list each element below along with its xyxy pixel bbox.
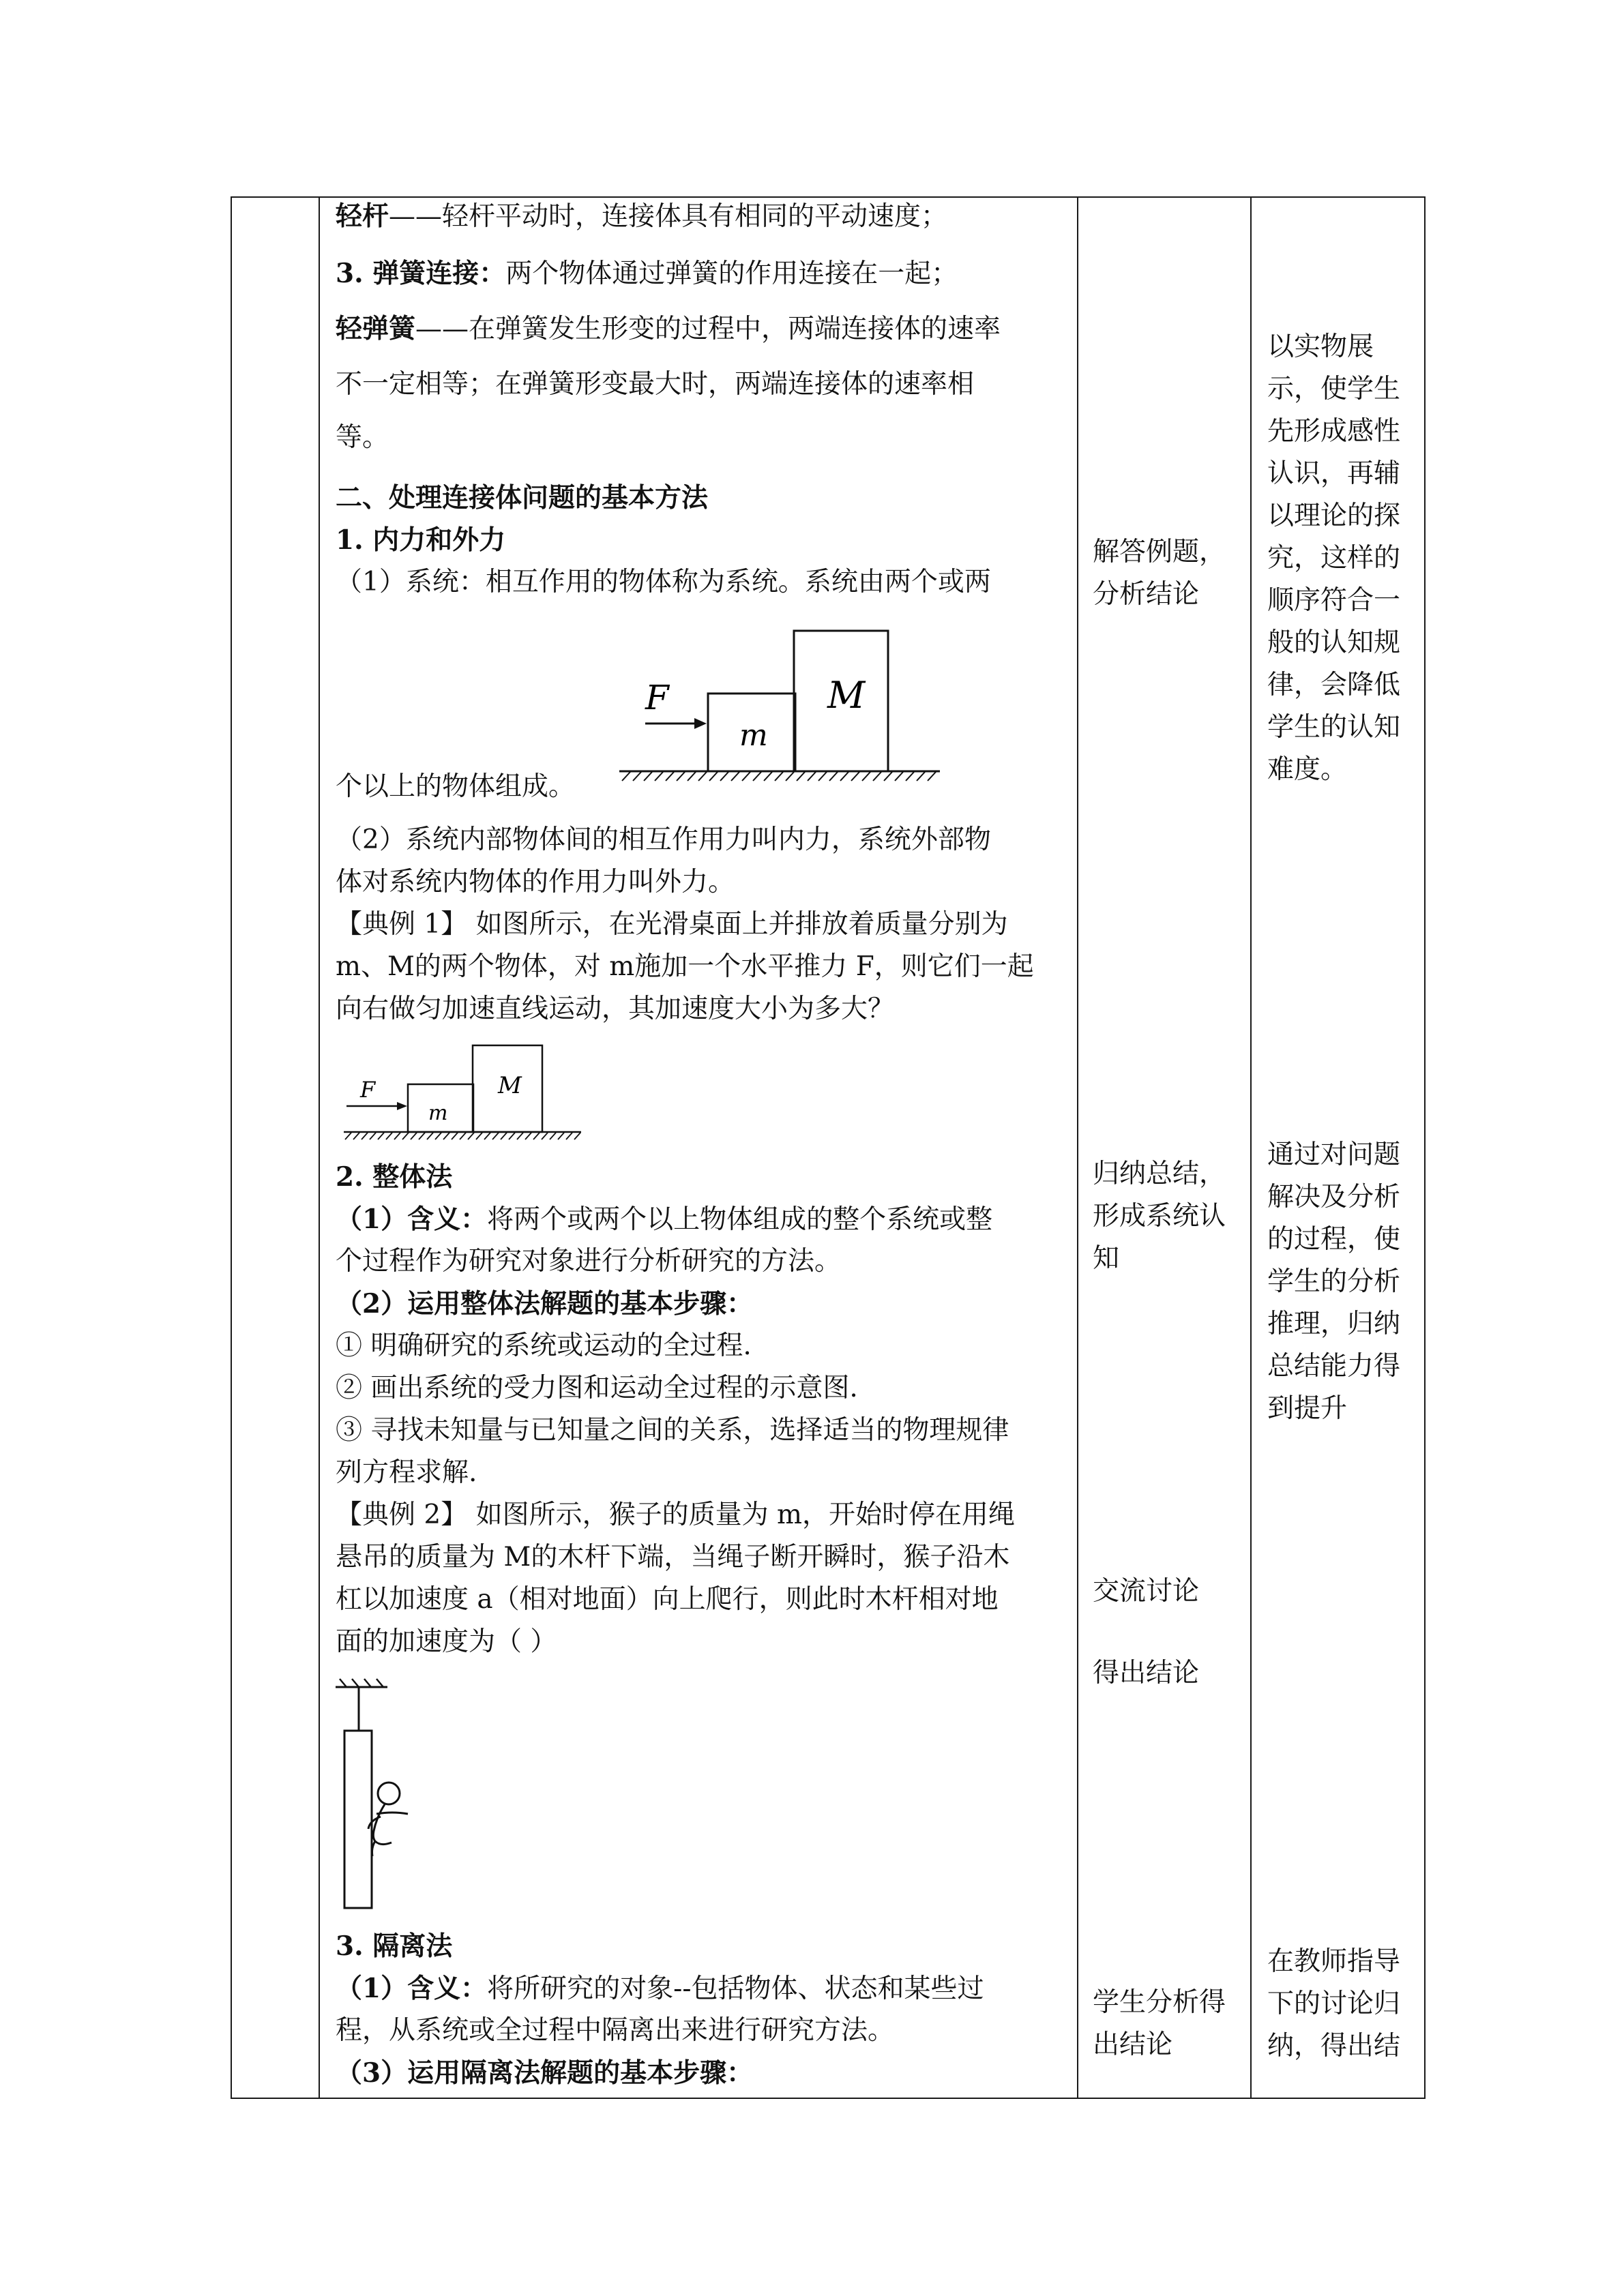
text-line: 等。	[336, 422, 389, 453]
monkey-figure	[368, 1783, 408, 1856]
step-item: ③ 寻找未知量与已知量之间的关系，选择适当的物理规律	[336, 1415, 1009, 1446]
label-m-small: m	[428, 1101, 448, 1125]
intent-note: 在教师指导 下的讨论归 纳，得出结	[1267, 1946, 1401, 2061]
term-light-spring: 轻弹簧	[336, 313, 416, 344]
activity-note: 得出结论	[1093, 1658, 1200, 1688]
activity-note: 归纳总结， 形成系统认 知	[1093, 1159, 1226, 1274]
table-bottom-border	[231, 2098, 1426, 2099]
table-top-border	[231, 196, 1426, 198]
term-light-rod: 轻杆	[336, 200, 389, 232]
table-col-border-1	[231, 196, 232, 2099]
text-line: 3. 弹簧连接：两个物体通过弹簧的作用连接在一起；	[336, 258, 958, 289]
step-item: ② 画出系统的受力图和运动全过程的示意图.	[336, 1373, 858, 1403]
example-1-text: 【典例 1】 如图所示，在光滑桌面上并排放着质量分别为	[336, 909, 1008, 940]
text-line: （1）含义：将所研究的对象--包括物体、状态和某些过	[336, 1973, 984, 2004]
intent-note: 以实物展 示，使学生 先形成感性 认识，再辅 以理论的探 究，这样的 顺序符合一 般的认知规 律，会降低 学生的认知 难度。	[1267, 331, 1401, 785]
text-line: 悬吊的质量为 M的木杆下端，当绳子断开瞬时，猴子沿木	[336, 1542, 1010, 1572]
text-line: 体对系统内物体的作用力叫外力。	[336, 867, 735, 897]
subsection-heading: 1. 内力和外力	[336, 524, 506, 556]
figure-monkey-rod	[327, 1678, 430, 1916]
example-2-text: 【典例 2】 如图所示，猴子的质量为 m，开始时停在用绳	[336, 1500, 1015, 1530]
text-line: 面的加速度为（ ）	[336, 1626, 557, 1657]
table-col-border-3	[1077, 196, 1078, 2099]
text-line: 杠以加速度 a（相对地面）向上爬行，则此时木杆相对地	[336, 1584, 999, 1615]
label-F-small: F	[360, 1077, 376, 1103]
text-line: 个过程作为研究对象进行分析研究的方法。	[336, 1246, 842, 1277]
text-line: 程，从系统或全过程中隔离出来进行研究方法。	[336, 2015, 895, 2046]
table-col-border-2	[319, 196, 320, 2099]
text-line: 轻弹簧——在弹簧发生形变的过程中，两端连接体的速率	[336, 313, 1001, 344]
steps-heading: （3）运用隔离法解题的基本步骤：	[336, 2057, 754, 2089]
label-M-large: M	[827, 674, 866, 717]
figure-blocks-small	[338, 1040, 591, 1149]
table-col-border-5	[1424, 196, 1426, 2099]
intent-note: 通过对问题 解决及分析 的过程，使 学生的分析 推理，归纳 总结能力得 到提升	[1267, 1139, 1401, 1424]
text-line: （1）含义：将两个或两个以上物体组成的整个系统或整	[336, 1204, 993, 1235]
label-M-small: M	[498, 1072, 522, 1099]
steps-heading: （2）运用整体法解题的基本步骤：	[336, 1288, 754, 1320]
subsection-heading: 2. 整体法	[336, 1161, 453, 1193]
subsection-heading: 3. 隔离法	[336, 1930, 453, 1962]
wooden-rod	[344, 1731, 372, 1908]
activity-note: 学生分析得 出结论	[1093, 1987, 1226, 2060]
table-col-border-4	[1250, 196, 1252, 2099]
section-heading: 二、处理连接体问题的基本方法	[336, 482, 709, 513]
label-m-large: m	[739, 718, 768, 753]
text-line: 轻杆——轻杆平动时，连接体具有相同的平动速度；	[336, 200, 948, 232]
text-line: 向右做匀加速直线运动，其加速度大小为多大？	[336, 994, 895, 1024]
activity-note: 交流讨论	[1093, 1576, 1200, 1607]
label-F-large: F	[645, 678, 669, 717]
activity-note: 解答例题， 分析结论	[1093, 537, 1226, 610]
text-line: 个以上的物体组成。	[336, 771, 576, 802]
heading-spring-connection: 3. 弹簧连接：	[336, 258, 506, 289]
text-line: m、M的两个物体，对 m施加一个水平推力 F，则它们一起	[336, 951, 1034, 982]
text-line: 列方程求解.	[336, 1457, 477, 1488]
text-line: （1）系统：相互作用的物体称为系统。系统由两个或两	[336, 567, 991, 597]
figure-blocks-large	[614, 627, 948, 791]
step-item: ① 明确研究的系统或运动的全过程.	[336, 1330, 752, 1361]
text-line: （2）系统内部物体间的相互作用力叫内力，系统外部物	[336, 824, 991, 855]
text-line: 不一定相等；在弹簧形变最大时，两端连接体的速率相	[336, 369, 975, 400]
